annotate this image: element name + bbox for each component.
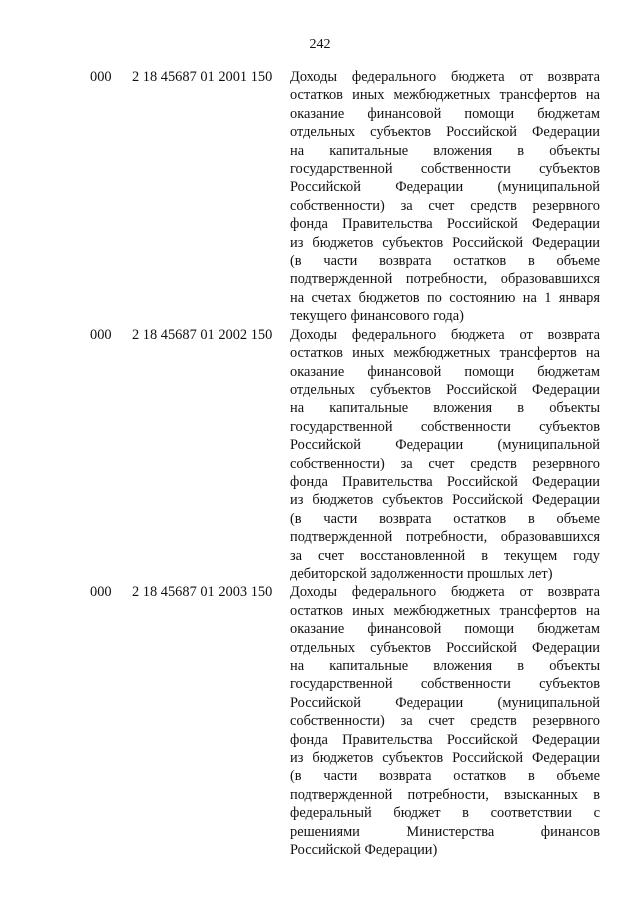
description-line: на капитальные вложения в объекты	[290, 400, 600, 417]
description-line: остатков иных межбюджетных трансфертов на	[290, 602, 600, 619]
entry-description	[290, 326, 600, 584]
description-line: Доходы федерального бюджета от возврата	[290, 584, 600, 601]
budget-code-entry	[0, 326, 640, 584]
description-line: оказание финансовой помощи бюджетам	[290, 621, 600, 638]
description-line: государственной собственности субъектов	[290, 418, 600, 435]
description-line: из бюджетов субъектов Российской Федерации	[290, 492, 600, 509]
description-line: из бюджетов субъектов Российской Федерации	[290, 234, 600, 251]
description-line: собственности) за счет средств резервного	[290, 713, 600, 730]
description-line: дебиторской задолженности прошлых лет)	[290, 565, 553, 582]
description-line: из бюджетов субъектов Российской Федерации	[290, 750, 600, 767]
description-line: (в части возврата остатков в объеме	[290, 253, 600, 270]
classification-code: 2 18 45687 01 2002 150	[132, 326, 273, 343]
description-line: за счет восстановленной в текущем году	[290, 547, 600, 564]
description-line: подтвержденной потребности, образовавшихся	[290, 529, 600, 546]
description-line: Российской Федерации (муниципальной	[290, 437, 600, 454]
description-line: на капитальные вложения в объекты	[290, 142, 600, 159]
description-line: собственности) за счет средств резервного	[290, 197, 600, 214]
description-line: подтвержденной потребности, взысканных в	[290, 786, 600, 803]
budget-code-list	[0, 68, 640, 859]
description-line: Российской Федерации)	[290, 842, 438, 859]
administrator-code: 000	[90, 584, 112, 601]
entry-description	[290, 583, 600, 859]
description-line: остатков иных межбюджетных трансфертов на	[290, 345, 600, 362]
description-line: подтвержденной потребности, образовавшихся	[290, 271, 600, 288]
description-line: на капитальные вложения в объекты	[290, 658, 600, 674]
description-line: (в части возврата остатков в объеме	[290, 510, 600, 527]
description-line: государственной собственности субъектов	[290, 161, 600, 178]
description-line: решениями Министерства финансов	[290, 823, 600, 840]
administrator-code: 000	[90, 326, 112, 343]
description-line: остатков иных межбюджетных трансфертов на	[290, 87, 600, 104]
description-line: на счетах бюджетов по состоянию на 1 января	[290, 289, 600, 306]
description-line: (в части возврата остатков в объеме	[290, 768, 600, 785]
description-line: федеральный бюджет в соответствии с	[290, 805, 600, 822]
description-line: оказание финансовой помощи бюджетам	[290, 105, 600, 122]
description-line: Доходы федерального бюджета от возврата	[290, 326, 600, 343]
description-line: Доходы федерального бюджета от возврата	[290, 69, 600, 85]
description-line: отдельных субъектов Российской Федерации	[290, 639, 600, 656]
description-line: государственной собственности субъектов	[290, 676, 600, 693]
description-line: оказание финансовой помощи бюджетам	[290, 363, 600, 380]
description-line: отдельных субъектов Российской Федерации	[290, 381, 600, 398]
description-line: текущего финансового года)	[290, 308, 464, 325]
budget-code-entry	[0, 68, 640, 326]
classification-code: 2 18 45687 01 2001 150	[132, 69, 273, 85]
description-line: фонда Правительства Российской Федерации	[290, 473, 600, 490]
entry-description	[290, 68, 600, 326]
description-line: Российской Федерации (муниципальной	[290, 179, 600, 196]
budget-code-entry	[0, 583, 640, 859]
classification-code: 2 18 45687 01 2003 150	[132, 584, 273, 601]
description-line: отдельных субъектов Российской Федерации	[290, 124, 600, 141]
description-line: Российской Федерации (муниципальной	[290, 694, 600, 711]
description-line: фонда Правительства Российской Федерации	[290, 731, 600, 748]
administrator-code: 000	[90, 69, 112, 85]
page-number: 242	[309, 37, 331, 52]
description-line: собственности) за счет средств резервного	[290, 455, 600, 472]
description-line: фонда Правительства Российской Федерации	[290, 216, 600, 233]
